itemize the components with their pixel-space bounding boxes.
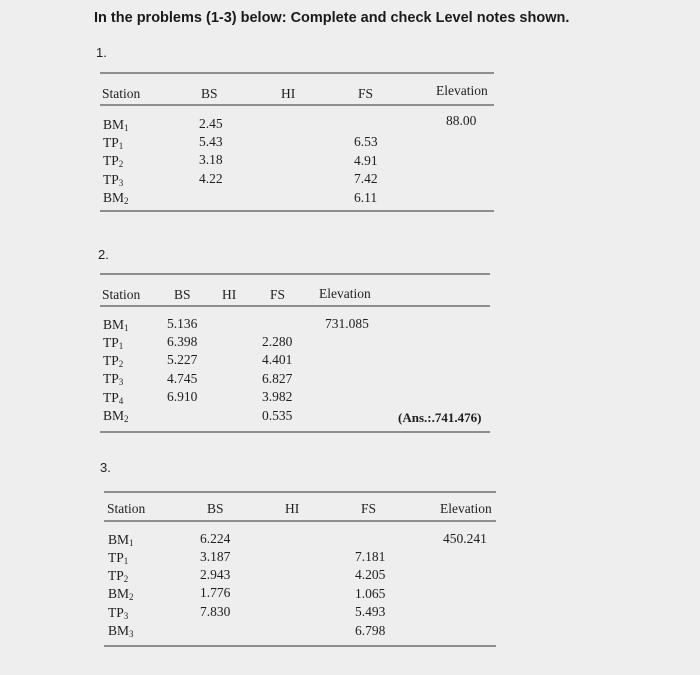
p3-bs-3: 2.943	[200, 567, 231, 582]
problem-1-bottom-rule	[100, 210, 494, 212]
p1-bs-4: 4.22	[199, 171, 223, 186]
p3-fs-3: 1.065	[355, 586, 386, 601]
p1-bs-2: 5.43	[199, 134, 223, 149]
problem-2-header-rule	[100, 305, 490, 307]
p3-station-row-1: $BM_1$	[108, 532, 134, 548]
page-heading: In the problems (1-3) below: Complete and check Level notes shown.	[94, 10, 570, 26]
p1-header-fs: FS	[358, 86, 374, 101]
p2-fs-3: 6.827	[262, 371, 293, 386]
p2-fs-1: 2.280	[262, 334, 293, 349]
p2-station-row-3: $TP_2$	[103, 353, 124, 369]
p3-bs-2: 3.187	[200, 549, 231, 564]
problem-3-bottom-rule	[104, 645, 496, 647]
p2-bs-5: 6.910	[167, 389, 198, 404]
p3-fs-1: 7.181	[355, 549, 386, 564]
problem-1-top-rule	[100, 72, 494, 74]
p1-fs-2: 4.91	[354, 153, 378, 168]
p2-header-elevation: Elevation	[319, 286, 371, 301]
p1-station-row-2: $TP_1$	[103, 135, 124, 151]
p3-header-fs: FS	[361, 501, 377, 516]
problem-2-bottom-rule	[100, 431, 490, 433]
p2-header-fs: FS	[270, 287, 286, 302]
p3-elevation-1: 450.241	[443, 531, 487, 546]
p3-fs-4: 5.493	[355, 604, 386, 619]
p2-station-row-4: $TP_3$	[103, 371, 124, 387]
p3-bs-1: 6.224	[200, 531, 231, 546]
p2-elevation-1: 731.085	[325, 316, 369, 331]
p1-station-row-4: $TP_3$	[103, 172, 124, 188]
p1-header-elevation: Elevation	[436, 83, 488, 98]
problem-2-number: 2.	[98, 247, 109, 262]
p2-fs-2: 4.401	[262, 352, 293, 367]
problem-3-header-rule	[104, 520, 496, 522]
p3-station-row-4: $BM_2$	[108, 586, 134, 602]
p3-fs-2: 4.205	[355, 567, 386, 582]
p1-station-row-1: $BM_1$	[103, 117, 129, 133]
p3-header-hi: HI	[285, 501, 300, 516]
p2-station-row-5: $TP_4$	[103, 390, 124, 406]
p3-header-elevation: Elevation	[440, 501, 492, 516]
p3-station-row-2: $TP_1$	[108, 550, 129, 566]
p2-fs-5: 0.535	[262, 408, 293, 423]
problem-3-top-rule	[104, 491, 496, 493]
p3-header-station: Station	[107, 501, 146, 516]
p1-elevation-1: 88.00	[446, 113, 477, 128]
p1-header-hi: HI	[281, 86, 296, 101]
p2-bs-2: 6.398	[167, 334, 198, 349]
p2-header-station: Station	[102, 287, 141, 302]
p3-bs-4: 1.776	[200, 585, 231, 600]
p2-station-row-2: $TP_1$	[103, 335, 124, 351]
p2-answer: (Ans.:.741.476)	[398, 410, 482, 425]
p3-fs-5: 6.798	[355, 623, 386, 638]
p2-bs-4: 4.745	[167, 371, 198, 386]
p1-station-row-5: $BM_2$	[103, 190, 129, 206]
p2-station-row-6: $BM_2$	[103, 408, 129, 424]
p1-fs-3: 7.42	[354, 171, 378, 186]
p1-fs-1: 6.53	[354, 134, 378, 149]
p2-fs-4: 3.982	[262, 389, 293, 404]
p2-bs-3: 5.227	[167, 352, 198, 367]
p3-station-row-5: $TP_3$	[108, 605, 129, 621]
p3-header-bs: BS	[207, 501, 224, 516]
p1-bs-3: 3.18	[199, 152, 223, 167]
problem-1-number: 1.	[96, 45, 107, 60]
problem-3-number: 3.	[100, 460, 111, 475]
problem-1-header-rule	[100, 104, 494, 106]
p2-header-bs: BS	[174, 287, 191, 302]
p1-station-row-3: $TP_2$	[103, 153, 124, 169]
p3-station-row-3: $TP_2$	[108, 568, 129, 584]
p1-header-bs: BS	[201, 86, 218, 101]
p2-header-hi: HI	[222, 287, 237, 302]
p2-station-row-1: $BM_1$	[103, 317, 129, 333]
p3-station-row-6: $BM_3$	[108, 623, 134, 639]
p1-bs-1: 2.45	[199, 116, 223, 131]
p1-fs-4: 6.11	[354, 190, 378, 205]
problem-2-top-rule	[100, 273, 490, 275]
p1-header-station: Station	[102, 86, 141, 101]
p3-bs-5: 7.830	[200, 604, 231, 619]
p2-bs-1: 5.136	[167, 316, 198, 331]
